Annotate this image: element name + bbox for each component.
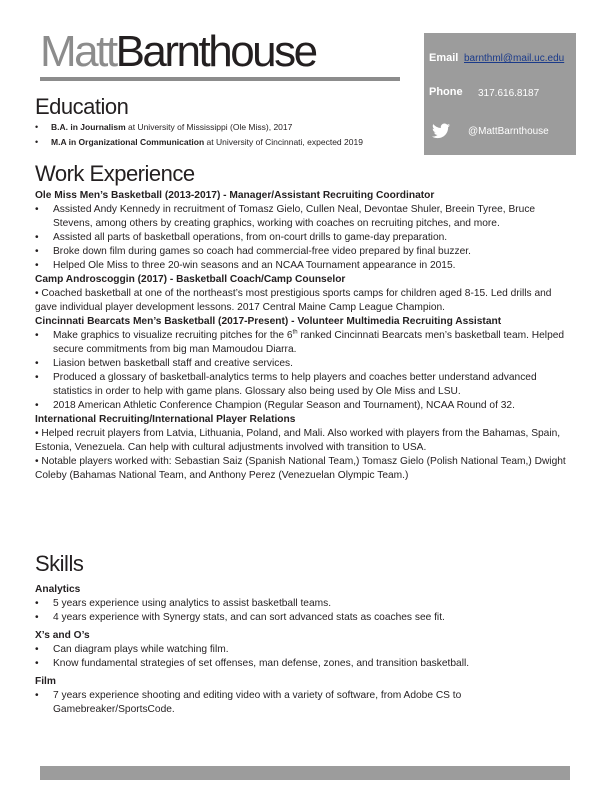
list-item: • 5 years experience using analytics to assist basketball teams. <box>35 598 332 609</box>
email-link[interactable]: barnthml@mail.uc.edu <box>464 53 565 64</box>
first-name: Matt <box>40 27 116 76</box>
name-header <box>40 28 400 76</box>
list-item: • 2018 American Athletic Conference Champion (Regular Season and Tournament), NCAA Round of 32. <box>35 400 515 411</box>
list-item: • Produced a glossary of basketball-analytics terms to help players and coaches better understand advanced statistics in order to help with game plans. Glossary also being used by Ole Miss and LSU. <box>35 372 537 397</box>
phone-label: Phone <box>429 86 463 98</box>
twitter-icon <box>432 123 450 139</box>
list-item: • Make graphics to visualize recruiting pitches for the 6th ranked Cincinnati Bearcats men’s basketball team. Helped secure commitments from big man Mamoudou Diarra. <box>35 329 565 355</box>
contact-box <box>424 33 576 155</box>
list-item: • Know fundamental strategies of set offenses, man defense, zones, and transition basketball. <box>35 658 470 669</box>
last-name: Barnthouse <box>115 27 316 76</box>
phone-value: 317.616.8187 <box>478 88 540 99</box>
work-experience-section <box>35 189 575 483</box>
education-item: • M.A in Organizational Communication at University of Cincinnati, expected 2019 <box>35 137 363 147</box>
skills-section <box>35 583 575 717</box>
job-title: International Recruiting/International Player Relations <box>35 414 296 425</box>
list-item: • 7 years experience shooting and editing video with a variety of software, from Adobe CS to Gamebreaker/SportsCode. <box>35 690 462 715</box>
email-label: Email <box>429 52 459 64</box>
job-title: Cincinnati Bearcats Men’s Basketball (2017-Present) - Volunteer Multimedia Recruiting Assistant <box>35 316 502 327</box>
skill-group-title: X’s and O’s <box>35 630 90 641</box>
list-item: • Liasion betwen basketball staff and creative services. <box>35 358 293 369</box>
work-experience-heading: Work Experience <box>35 161 195 186</box>
job-paragraph: • Notable players worked with: Sebastian Saiz (Spanish National Team,) Tomasz Gielo (Polish National Team,) Dwight Coleby (Bahamas National Team, and Anthony Perez (Venezuelan Olympic Team.) <box>35 456 566 481</box>
list-item: • Can diagram plays while watching film. <box>35 644 229 655</box>
skills-heading: Skills <box>35 551 84 576</box>
job-paragraph: • Coached basketball at one of the northeast’s most prestigious sports camps for children aged 8-15. Led drills and gave individual player development lessons. 2017 Central Maine Camp League Champion. <box>35 288 552 313</box>
skill-bullets <box>35 597 575 625</box>
list-item: • Broke down film during games so coach had commercial-free video prepared by final buzzer. <box>35 246 471 257</box>
job-bullets <box>35 329 575 413</box>
skill-group-title: Film <box>35 676 56 687</box>
skill-group-title: Analytics <box>35 584 81 595</box>
job-bullets <box>35 203 575 273</box>
job-title: Ole Miss Men’s Basketball (2013-2017) - Manager/Assistant Recruiting Coordinator <box>35 190 435 201</box>
list-item: • Assisted all parts of basketball operations, from on-court drills to game-day preparation. <box>35 232 448 243</box>
job-paragraph: • Helped recruit players from Latvia, Lithuania, Poland, and Mali. Also worked with players from the Bahamas, Spain, Estonia, Venezuela. Can help with cultural adjustments involved with transition to USA. <box>35 428 561 453</box>
list-item: • Assisted Andy Kennedy in recruitment of Tomasz Gielo, Cullen Neal, Devontae Shuler, Breein Tyree, Bruce Stevens, among others by creating graphics, working with coaches on recruiting pitches, and more. <box>35 204 536 229</box>
full-name <box>40 28 400 76</box>
name-underline <box>40 77 400 81</box>
job-title: Camp Androscoggin (2017) - Basketball Coach/Camp Counselor <box>35 274 346 285</box>
list-item: • Helped Ole Miss to three 20-win seasons and an NCAA Tournament appearance in 2015. <box>35 260 456 271</box>
skill-bullets <box>35 689 575 717</box>
education-list <box>35 120 415 150</box>
education-item: • B.A. in Journalism at University of Mississippi (Ole Miss), 2017 <box>35 122 293 132</box>
list-item: • 4 years experience with Synergy stats, and can sort advanced stats as coaches see fit. <box>35 612 445 623</box>
twitter-handle[interactable]: @MattBarnthouse <box>468 126 549 137</box>
skill-bullets <box>35 643 575 671</box>
education-heading: Education <box>35 94 129 119</box>
footer-bar <box>40 766 570 780</box>
